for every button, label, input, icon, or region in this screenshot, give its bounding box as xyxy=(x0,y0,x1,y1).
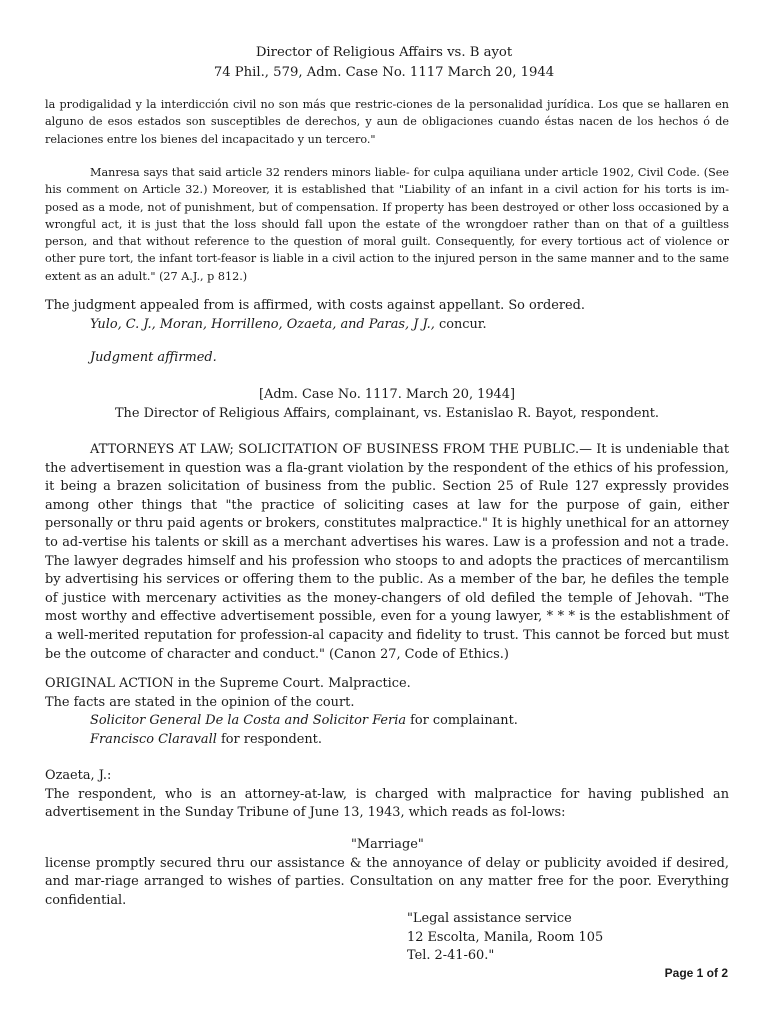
judgment-block xyxy=(45,297,729,334)
ad-address-line1: "Legal assistance service xyxy=(407,911,572,926)
concur-justices: Yulo, C. J., Moran, Horrilleno, Ozaeta, and Paras, J J., xyxy=(90,316,435,332)
page-number: Page 1 of 2 xyxy=(664,966,728,980)
counsel-respondent-names: Francisco Claravall xyxy=(90,731,217,747)
ad-body: license promptly secured thru our assistance & the annoyance of delay or publicity avoided if desired, and mar-riage arranged to wishes of parties. Consultation on any matter free for the poor. Everything confidential. xyxy=(45,855,729,908)
concurrence xyxy=(45,316,729,335)
judgment-affirmed: Judgment affirmed. xyxy=(90,350,217,365)
judgment-text: The judgment appealed from is affirmed, with costs against appellant. So ordered. xyxy=(45,298,585,313)
counsel-complainant xyxy=(45,712,729,731)
judgment-affirmed-block xyxy=(45,349,729,368)
quote-paragraph-1 xyxy=(45,96,729,148)
doc-title-line1: Director of Religious Affairs vs. B ayot xyxy=(255,45,513,60)
ad-title: "Marriage" xyxy=(351,837,424,852)
counsel-complainant-names: Solicitor General De la Costa and Solicitor Feria xyxy=(90,713,407,729)
original-action: ORIGINAL ACTION in the Supreme Court. Malpractice. xyxy=(45,676,411,691)
syllabus-text: ATTORNEYS AT LAW; SOLICITATION OF BUSINESS FROM THE PUBLIC.— It is undeniable that the advertisement in question was a fla-grant violation by the respondent of the ethics of his profession, it being a brazen solicitation of business from the public. Section 25 of Rule 127 expressly provides among other things that "the practice of soliciting cases at law for the purpose of gain, either personally or thru paid agents or brokers, constitutes malpractice." It is highly unethical for an attorney to ad-vertise his talents or skill as a merchant advertises his wares. Law is a profession and not a trade. The lawyer degrades himself and his profession who stoops to and adopts the practices of mercantilism by advertising his services or offering them to the public. As a member of the bar, he defiles the temple of justice with mercenary activities as the money-changers of old defiled the temple of Jehovah. "The most worthy and effective advertisement possible, even for a young lawyer, * * * is the establishment of a well-merited reputation for profession-al capacity and fidelity to trust. This cannot be forced but must be the outcome of character and conduct." (Canon 27, Code of Ethics.) xyxy=(45,442,729,662)
concur-word: concur. xyxy=(438,316,487,332)
case-header-line2: The Director of Religious Affairs, complainant, vs. Estanislao R. Bayot, respondent. xyxy=(114,405,660,421)
quote-paragraph-2 xyxy=(45,164,729,285)
case-header xyxy=(45,386,729,423)
ad-address-line2: 12 Escolta, Manila, Room 105 xyxy=(407,929,604,945)
original-action-block xyxy=(45,675,729,749)
counsel-complainant-role: for complainant. xyxy=(410,713,518,729)
ad-address xyxy=(407,910,603,966)
case-header-line1: [Adm. Case No. 1117. March 20, 1944] xyxy=(258,387,515,402)
opinion-block xyxy=(45,767,729,823)
quote-paragraph-2-text: Manresa says that said article 32 renders minors liable- for culpa aquiliana under article 1902, Civil Code. (See his comment on Article 32.) Moreover, it is established that "Liability of an infant in a civil action for his torts is im-posed as a mode, not of punishment, but of compensation. If property has been destroyed or other loss occasioned by a wrongful act, it is just that the loss should fall upon the estate of the wrongdoer rather than on that of a guiltless person, and that without reference to the question of moral guilt. Consequently, for every tortious act of violence or other pure tort, the infant tort-feasor is liable in a civil action to the injured person in the same manner and to the same extent as an adult." (27 A.J., p 812.) xyxy=(45,166,729,283)
counsel-respondent-role: for respondent. xyxy=(220,731,322,747)
doc-title-line2: 74 Phil., 579, Adm. Case No. 1117 March 20, 1944 xyxy=(213,65,555,80)
counsel-respondent xyxy=(45,731,729,750)
quote-paragraph-1-text: la prodigalidad y la interdicción civil no son más que restric-ciones de la personalidad jurídica. Los que se hallaren en alguno de esos estados son susceptibles de derechos, y aun de obligaciones cuando éstas nacen de los hechos ó de relaciones entre los bienes del incapacitado y un tercero." xyxy=(45,98,729,146)
facts-statement: The facts are stated in the opinion of the court. xyxy=(45,694,355,710)
ad-address-line3: Tel. 2-41-60." xyxy=(407,948,495,964)
opening-paragraph: The respondent, who is an attorney-at-law, is charged with malpractice for having published an advertisement in the Sunday Tribune of June 13, 1943, which reads as fol-lows: xyxy=(45,786,729,821)
ponente: Ozaeta, J.: xyxy=(45,768,112,783)
advertisement-block xyxy=(45,836,729,910)
syllabus-block xyxy=(45,441,729,664)
